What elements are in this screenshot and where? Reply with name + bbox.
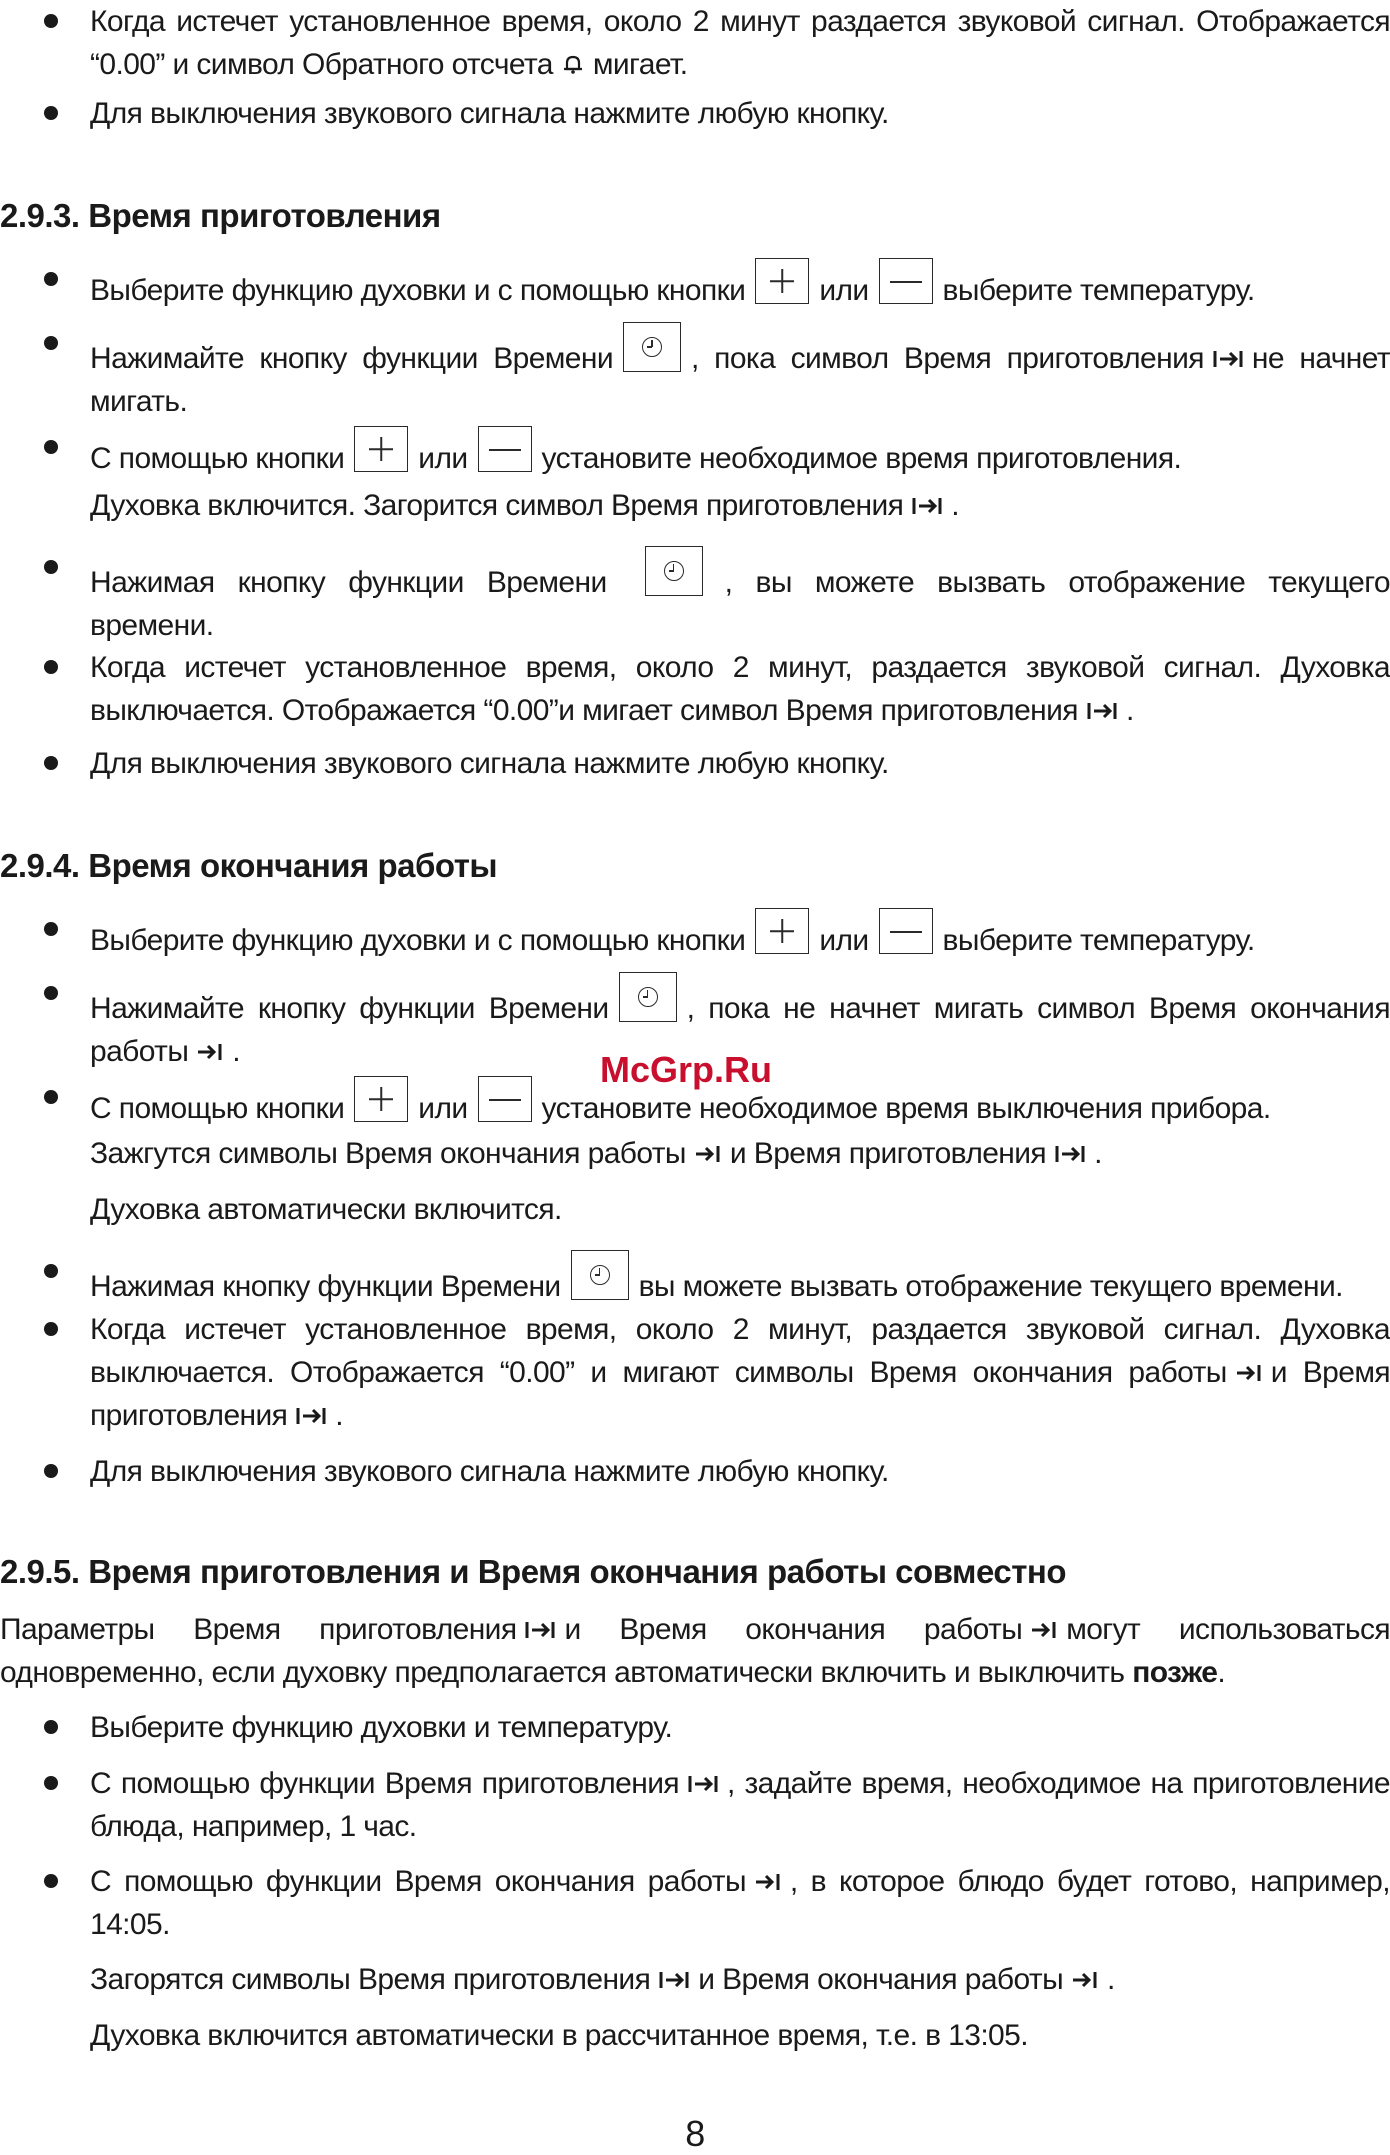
clock-button-icon [571, 1250, 629, 1300]
item-text: Для выключения звукового сигнала нажмите любую кнопку. [90, 747, 889, 780]
item-text: мигает. [592, 48, 688, 81]
end-time-icon [694, 1143, 722, 1165]
plus-button-icon [354, 426, 408, 472]
item-text: С помощью функции Время окончания работы [90, 1865, 746, 1898]
item-text: или [819, 274, 869, 307]
paragraph [90, 1958, 1390, 2001]
bullet [44, 106, 58, 120]
item-text: Для выключения звукового сигнала нажмите любую кнопку. [90, 1455, 889, 1488]
end-time-icon [1030, 1619, 1058, 1641]
paragraph-text: и Время приготовления [729, 1137, 1047, 1170]
paragraph: Духовка включится автоматически в рассчитанное время, т.е. в 13:05. [90, 2019, 1028, 2052]
item-text: С помощью функции Время приготовления [90, 1767, 680, 1800]
paragraph-text: . [1107, 1963, 1115, 1996]
item-text: Выберите функцию духовки и с помощью кнопки [90, 274, 746, 307]
paragraph: Духовка автоматически включится. [90, 1193, 562, 1226]
item-text: выберите температуру. [942, 274, 1255, 307]
bullet [44, 986, 58, 1000]
cooking-time-icon [687, 1773, 719, 1795]
section-heading: 2.9.5. Время приготовления и Время окончания работы совместно [0, 1553, 1066, 1590]
minus-button-icon [478, 426, 532, 472]
item-text: Когда истечет установленное время, около 2 минут, раздается звуковой сигнал. Духовка выключается. Отображается “0.00”и мигает символ Время приготовления [90, 651, 1390, 727]
item-text: установите необходимое время приготовления. [541, 442, 1182, 475]
item-text: вы можете вызвать отображение текущего времени. [638, 1270, 1343, 1303]
paragraph-text: и Время окончания работы [564, 1613, 1023, 1646]
plus-button-icon [354, 1076, 408, 1122]
minus-button-icon [478, 1076, 532, 1122]
cooking-time-icon [1054, 1143, 1086, 1165]
item-text: . [232, 1035, 241, 1068]
minus-button-icon [879, 258, 933, 304]
section-heading: 2.9.4. Время окончания работы [0, 847, 498, 884]
paragraph [0, 1608, 1390, 1694]
item-text: выберите температуру. [942, 924, 1255, 957]
item-text: . [1125, 694, 1134, 727]
item-text: Выберите функцию духовки и с помощью кнопки [90, 924, 746, 957]
item-text: Когда истечет установленное время, около 2 минут раздается звуковой сигнал. Отображается “0.00” и символ Обратного отсчета [90, 5, 1390, 81]
item-text: , вы можете вызвать отображение текущего времени. [90, 566, 1390, 642]
paragraph-text: . [951, 489, 959, 522]
bullet [44, 1776, 58, 1790]
page-number: 8 [685, 2113, 705, 2154]
item-text: Для выключения звукового сигнала нажмите любую кнопку. [90, 97, 889, 130]
bullet [44, 14, 58, 28]
paragraph [90, 484, 1390, 527]
paragraph [90, 1132, 1390, 1175]
item-text: или [418, 1092, 468, 1125]
cooking-time-icon [1212, 348, 1244, 370]
bullet [44, 922, 58, 936]
bullet [44, 1322, 58, 1336]
minus-button-icon [879, 908, 933, 954]
item-text: Выберите функцию духовки и температуру. [90, 1711, 673, 1744]
item-text: Нажимайте кнопку функции Времени [90, 342, 614, 375]
cooking-time-icon [1086, 700, 1118, 722]
bullet [44, 1874, 58, 1888]
section-heading: 2.9.3. Время приготовления [0, 197, 441, 234]
paragraph-text: Параметры Время приготовления [0, 1613, 517, 1646]
clock-button-icon [619, 972, 677, 1022]
item-text: не начнет мигать. [90, 342, 1390, 418]
item-text: С помощью кнопки [90, 442, 345, 475]
item-text: . [335, 1399, 344, 1432]
bullet [44, 336, 58, 350]
bullet [44, 660, 58, 674]
paragraph-text: Зажгутся символы Время окончания работы [90, 1137, 686, 1170]
bullet [44, 1090, 58, 1104]
bullet [44, 756, 58, 770]
item-text: Нажимая кнопку функции Времени [90, 566, 607, 599]
end-time-icon [754, 1871, 782, 1893]
paragraph-text: Загорятся символы Время приготовления [90, 1963, 651, 1996]
bullet [44, 1464, 58, 1478]
cooking-time-icon [911, 495, 943, 517]
bullet [44, 1720, 58, 1734]
item-text: , пока не начнет мигать символ Время окончания работы [90, 992, 1390, 1068]
cooking-time-icon [524, 1619, 556, 1641]
bullet [44, 560, 58, 574]
plus-button-icon [755, 258, 809, 304]
end-time-icon [1071, 1969, 1099, 1991]
watermark: McGrp.Ru [600, 1049, 773, 1090]
end-time-icon [1235, 1362, 1263, 1384]
emphasis-text: позже [1132, 1656, 1218, 1689]
bullet [44, 272, 58, 286]
bell-icon [561, 52, 585, 76]
paragraph-text: . [1217, 1656, 1226, 1689]
item-text: , задайте время, необходимое на приготовление блюда, например, 1 час. [90, 1767, 1390, 1843]
cooking-time-icon [658, 1969, 690, 1991]
paragraph-text: и Время окончания работы [698, 1963, 1064, 1996]
item-text: или [819, 924, 869, 957]
paragraph-text: Духовка включится. Загорится символ Время приготовления [90, 489, 904, 522]
plus-button-icon [755, 908, 809, 954]
item-text: Нажимая кнопку функции Времени [90, 1270, 561, 1303]
bullet [44, 440, 58, 454]
item-text: и Время приготовления [90, 1356, 1390, 1432]
paragraph-text: . [1094, 1137, 1102, 1170]
clock-button-icon [623, 322, 681, 372]
clock-button-icon [645, 546, 703, 596]
item-text: , в которое блюдо будет готово, например, 14:05. [90, 1865, 1390, 1941]
paragraph-text: могут использоваться одновременно, если духовку предполагается автоматически включить и выключить [0, 1613, 1390, 1689]
cooking-time-icon [295, 1405, 327, 1427]
bullet [44, 1264, 58, 1278]
item-text: или [418, 442, 468, 475]
end-time-icon [196, 1041, 224, 1063]
item-text: С помощью кнопки [90, 1092, 345, 1125]
item-text: Нажимайте кнопку функции Времени [90, 992, 609, 1025]
item-text: установите необходимое время выключения прибора. [541, 1092, 1271, 1125]
item-text: Когда истечет установленное время, около 2 минут, раздается звуковой сигнал. Духовка выключается. Отображается “0.00” и мигают символы Время окончания работы [90, 1313, 1390, 1389]
item-text: , пока символ Время приготовления [691, 342, 1204, 375]
